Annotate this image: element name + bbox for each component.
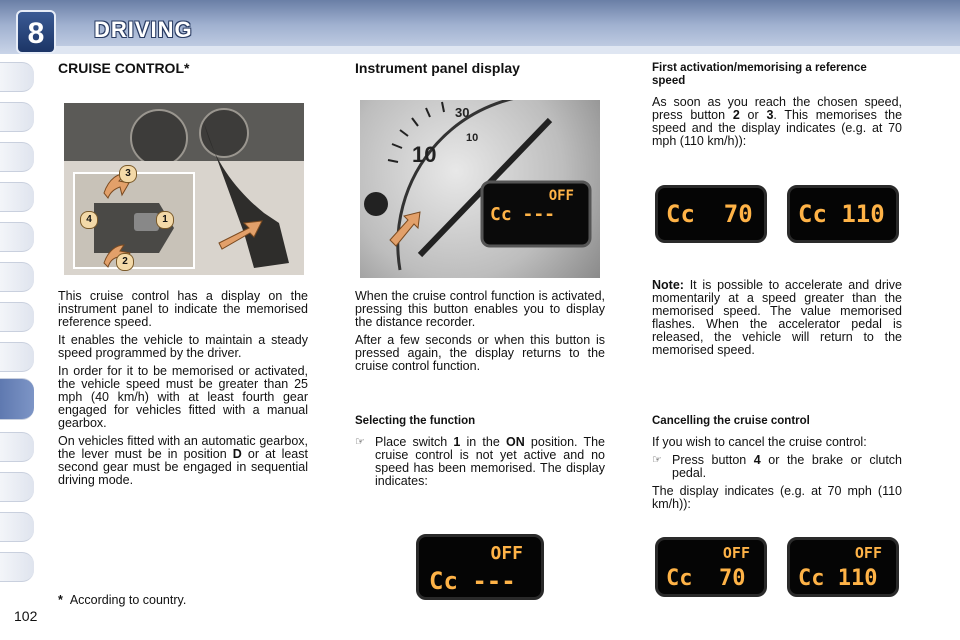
text: . This memorises the speed and the display indicates (e.g. at 70 mph (110 km/h)): (652, 108, 903, 148)
text: or (739, 108, 767, 122)
column-first-activation (652, 62, 902, 153)
lcd-bottom: Cc 70 (666, 200, 753, 228)
display-off-70 (655, 537, 767, 597)
text: Place switch (375, 435, 454, 449)
lcd-bottom: Cc --- (490, 204, 556, 225)
gauge-label-10-small: 10 (466, 132, 479, 144)
paragraph: When the cruise control function is activated, pressing this button enables you to display the distance recorder. (355, 289, 605, 329)
side-tab[interactable] (0, 102, 34, 132)
paragraph: If you wish to cancel the cruise control: (652, 435, 867, 449)
page-number: 102 (14, 608, 38, 624)
note-section (652, 279, 902, 362)
pointing-hand-icon: ☞ (355, 436, 365, 448)
bullet-text (375, 436, 605, 488)
cruise-control-stalk-photo (64, 103, 304, 275)
paragraph: This cruise control has a display on the instrument panel to indicate the memorised reference speed. (58, 289, 308, 329)
text: in the (460, 435, 506, 449)
paragraph-automatic (58, 435, 308, 487)
lcd-bottom: Cc --- (429, 567, 516, 595)
side-tab[interactable] (0, 262, 34, 292)
gauge-label-10-large: 10 (412, 142, 437, 167)
footnote-text: According to country. (69, 593, 187, 607)
side-tab[interactable] (0, 302, 34, 332)
side-tab[interactable] (0, 472, 34, 502)
text: Press button (672, 453, 754, 467)
bold-d: D (232, 447, 242, 461)
footnote (58, 593, 186, 607)
gauge-label-30: 30 (455, 105, 470, 120)
section-title: CRUISE CONTROL* (58, 60, 190, 76)
footnote-mark: * (58, 593, 63, 607)
callout-2: 2 (116, 253, 134, 271)
section-title: Instrument panel display (355, 60, 520, 76)
note-label: Note: (652, 278, 684, 292)
lcd-bottom: Cc 110 (798, 566, 878, 591)
side-tab[interactable] (0, 552, 34, 582)
callout-1: 1 (156, 211, 174, 229)
bold-on: ON (506, 435, 525, 449)
lcd-bottom: Cc 70 (666, 566, 746, 591)
selecting-bullet (355, 436, 605, 488)
selecting-function-section (355, 415, 605, 493)
text: or at least second gear must be engaged in sequential driving mode. (58, 447, 308, 487)
bold-1: 1 (453, 435, 461, 449)
bold-3: 3 (766, 108, 774, 122)
lcd-top: OFF (490, 543, 523, 564)
first-activation-title: First activation/memorising a reference speed (652, 62, 867, 87)
chapter-header (0, 0, 960, 54)
text: or the brake or clutch pedal. (672, 453, 902, 480)
selecting-title: Selecting the function (355, 415, 476, 427)
text: position. The cruise control is not yet active and no speed has been memorised. The display indicates: (375, 435, 605, 488)
side-tab[interactable] (0, 342, 34, 372)
display-off-110 (787, 537, 899, 597)
callout-3: 3 (119, 165, 137, 183)
bold-2: 2 (732, 108, 740, 122)
pointing-hand-icon: ☞ (652, 454, 662, 466)
side-tab[interactable] (0, 182, 34, 212)
lcd-bottom: Cc 110 (798, 200, 885, 228)
side-tab[interactable] (0, 432, 34, 462)
note-paragraph (652, 279, 902, 357)
text: As soon as you reach the chosen speed, press button (652, 95, 902, 122)
side-tab[interactable] (0, 222, 34, 252)
chapter-side-tabs (0, 62, 34, 582)
chapter-title: DRIVING (94, 17, 193, 42)
callout-4: 4 (80, 211, 98, 229)
cancel-title: Cancelling the cruise control (652, 415, 810, 427)
display-active-70 (655, 185, 767, 243)
cancel-bullet (652, 454, 902, 480)
bullet-text (672, 454, 902, 480)
side-tab[interactable] (0, 62, 34, 92)
display-selecting (416, 534, 544, 600)
side-tab[interactable] (0, 512, 34, 542)
column-1-text (58, 290, 308, 492)
bold-4: 4 (753, 453, 761, 467)
header-band (40, 46, 960, 54)
lcd-top: OFF (548, 188, 574, 204)
gauge-lcd (490, 188, 586, 225)
column-cruise-control (58, 62, 308, 85)
text: It is possible to accelerate and drive momentarily at a speed greater than the memorised speed. The value memorised flashes. When the accelerator pedal is released, the vehicle will return to the memorised speed. (652, 278, 902, 357)
chapter-number-badge: 8 (16, 10, 56, 54)
stalk-illustration (64, 103, 304, 275)
side-tab[interactable] (0, 142, 34, 172)
paragraph: It enables the vehicle to maintain a steady speed programmed by the driver. (58, 333, 308, 360)
paragraph: The display indicates (e.g. at 70 mph (110 km/h)): (652, 484, 902, 511)
paragraph: In order for it to be memorised or activated, the vehicle speed must be greater than 25 mph (40 km/h) with at least fourth gear engaged for vehicles fitted with a manual gearbox. (58, 364, 308, 430)
side-tab-active[interactable] (0, 378, 34, 420)
text: On vehicles fitted with an automatic gearbox, the lever must be in position (58, 434, 308, 461)
lcd-top: OFF (722, 544, 750, 562)
cancel-section (652, 415, 902, 516)
column-instrument-panel (355, 62, 605, 85)
display-active-110 (787, 185, 899, 243)
column-2-text (355, 290, 605, 378)
paragraph: After a few seconds or when this button is pressed again, the display returns to the cruise control function. (355, 333, 605, 373)
instrument-panel-photo (360, 100, 600, 278)
paragraph (652, 96, 902, 148)
lcd-top: OFF (854, 544, 882, 562)
